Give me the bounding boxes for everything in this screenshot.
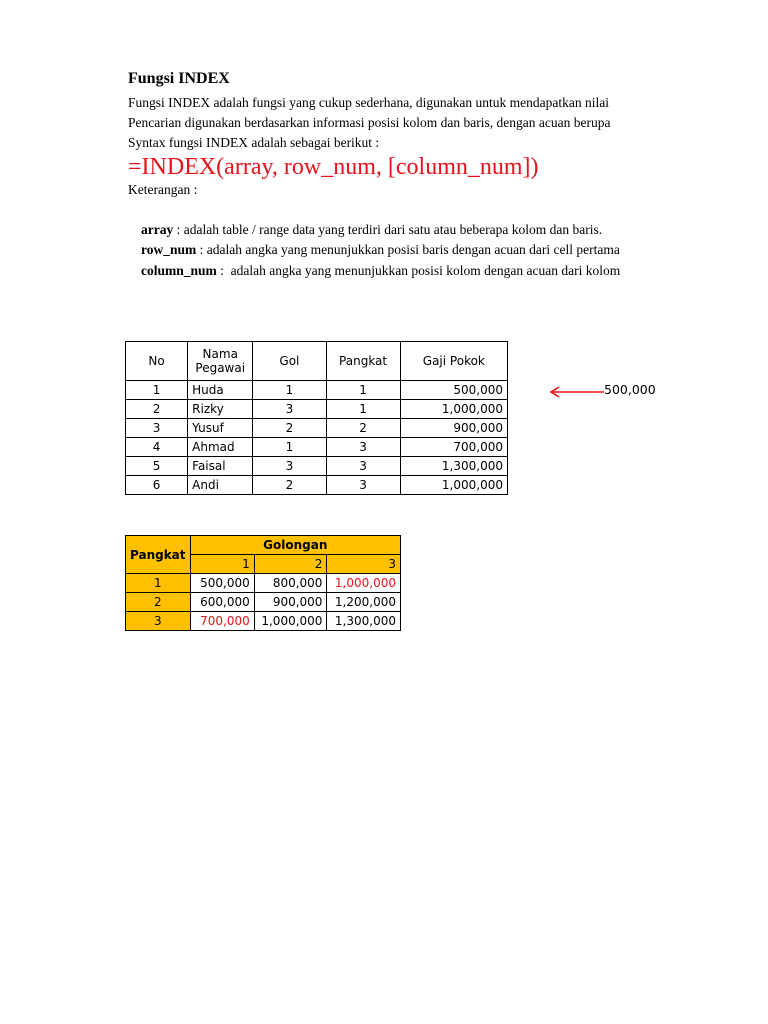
left-arrow-icon [548, 385, 606, 399]
matrix-cell: 1,300,000 [327, 612, 401, 631]
header-cell: Gaji Pokok [400, 342, 507, 381]
cell-gol: 3 [253, 457, 326, 476]
golongan-col-2: 2 [254, 555, 327, 574]
golongan-col-3: 3 [327, 555, 401, 574]
cell-gol: 1 [253, 438, 326, 457]
def-term: row_num [141, 242, 197, 257]
matrix-row [126, 612, 401, 631]
table-row [126, 476, 508, 495]
golongan-col-1: 1 [190, 555, 254, 574]
def-column-num [141, 263, 658, 279]
cell-gol: 2 [253, 476, 326, 495]
header-cell: Pangkat [326, 342, 400, 381]
cell-gaji: 1,000,000 [400, 476, 507, 495]
table-row [126, 438, 508, 457]
cell-pangkat: 1 [326, 381, 400, 400]
matrix-row [126, 593, 401, 612]
matrix-cell: 1,000,000 [254, 612, 327, 631]
matrix-cell: 1,200,000 [327, 593, 401, 612]
cell-gaji: 900,000 [400, 419, 507, 438]
cell-gaji: 700,000 [400, 438, 507, 457]
matrix-row [126, 574, 401, 593]
cell-nama: Rizky [188, 400, 253, 419]
header-cell: No [126, 342, 188, 381]
matrix-header-row [126, 536, 401, 555]
salary-matrix-table [125, 535, 401, 631]
cell-no: 3 [126, 419, 188, 438]
cell-pangkat: 1 [326, 400, 400, 419]
def-sep: : [216, 263, 231, 278]
def-text: adalah angka yang menunjukkan posisi baris dengan acuan dari cell pertama [206, 242, 620, 257]
def-text: adalah angka yang menunjukkan posisi kolom dengan acuan dari kolom [230, 263, 621, 278]
def-term: array [141, 222, 174, 237]
intro-line-1: Fungsi INDEX adalah fungsi yang cukup sederhana, digunakan untuk mendapatkan nilai [128, 95, 610, 110]
cell-gaji: 1,300,000 [400, 457, 507, 476]
cell-no: 2 [126, 400, 188, 419]
cell-pangkat: 3 [326, 476, 400, 495]
def-term: column_num [141, 263, 217, 278]
cell-pangkat: 3 [326, 438, 400, 457]
cell-nama: Ahmad [188, 438, 253, 457]
def-sep: : [196, 242, 207, 257]
doc-title: Fungsi INDEX [128, 70, 230, 87]
table-header-row [126, 342, 508, 381]
golongan-header: Golongan [190, 536, 400, 555]
cell-pangkat: 3 [326, 457, 400, 476]
header-cell: Nama Pegawai [188, 342, 253, 381]
matrix-cell-highlight: 700,000 [190, 612, 254, 631]
cell-nama: Andi [188, 476, 253, 495]
index-result-value: 500,000 [604, 382, 656, 397]
intro-line-2: Pencarian digunakan berdasarkan informasi posisi kolom dan baris, dengan acuan berupa [128, 115, 611, 130]
cell-gol: 3 [253, 400, 326, 419]
cell-gaji: 1,000,000 [400, 400, 507, 419]
index-formula: =INDEX(array, row_num, [column_num]) [128, 154, 539, 180]
matrix-cell: 800,000 [254, 574, 327, 593]
def-row-num [141, 242, 658, 258]
matrix-cell: 500,000 [190, 574, 254, 593]
syntax-intro: Syntax fungsi INDEX adalah sebagai berikut : [128, 135, 380, 150]
matrix-cell: 600,000 [190, 593, 254, 612]
table-row [126, 419, 508, 438]
cell-gaji: 500,000 [400, 381, 507, 400]
table-row [126, 457, 508, 476]
cell-pangkat: 2 [326, 419, 400, 438]
def-array [141, 222, 658, 238]
employee-table [125, 341, 508, 495]
cell-no: 6 [126, 476, 188, 495]
header-cell: Gol [253, 342, 326, 381]
keterangan-label: Keterangan : [128, 182, 198, 197]
pangkat-label: 2 [126, 593, 191, 612]
cell-no: 5 [126, 457, 188, 476]
cell-no: 1 [126, 381, 188, 400]
def-text: adalah table / range data yang terdiri dari satu atau beberapa kolom dan baris. [183, 222, 603, 237]
table-row [126, 400, 508, 419]
matrix-cell: 900,000 [254, 593, 327, 612]
matrix-cell-highlight: 1,000,000 [327, 574, 401, 593]
cell-nama: Huda [188, 381, 253, 400]
cell-gol: 1 [253, 381, 326, 400]
table-row [126, 381, 508, 400]
pangkat-label: 1 [126, 574, 191, 593]
cell-nama: Yusuf [188, 419, 253, 438]
def-sep: : [173, 222, 184, 237]
cell-nama: Faisal [188, 457, 253, 476]
cell-gol: 2 [253, 419, 326, 438]
pangkat-label: 3 [126, 612, 191, 631]
pangkat-header: Pangkat [126, 536, 191, 574]
cell-no: 4 [126, 438, 188, 457]
